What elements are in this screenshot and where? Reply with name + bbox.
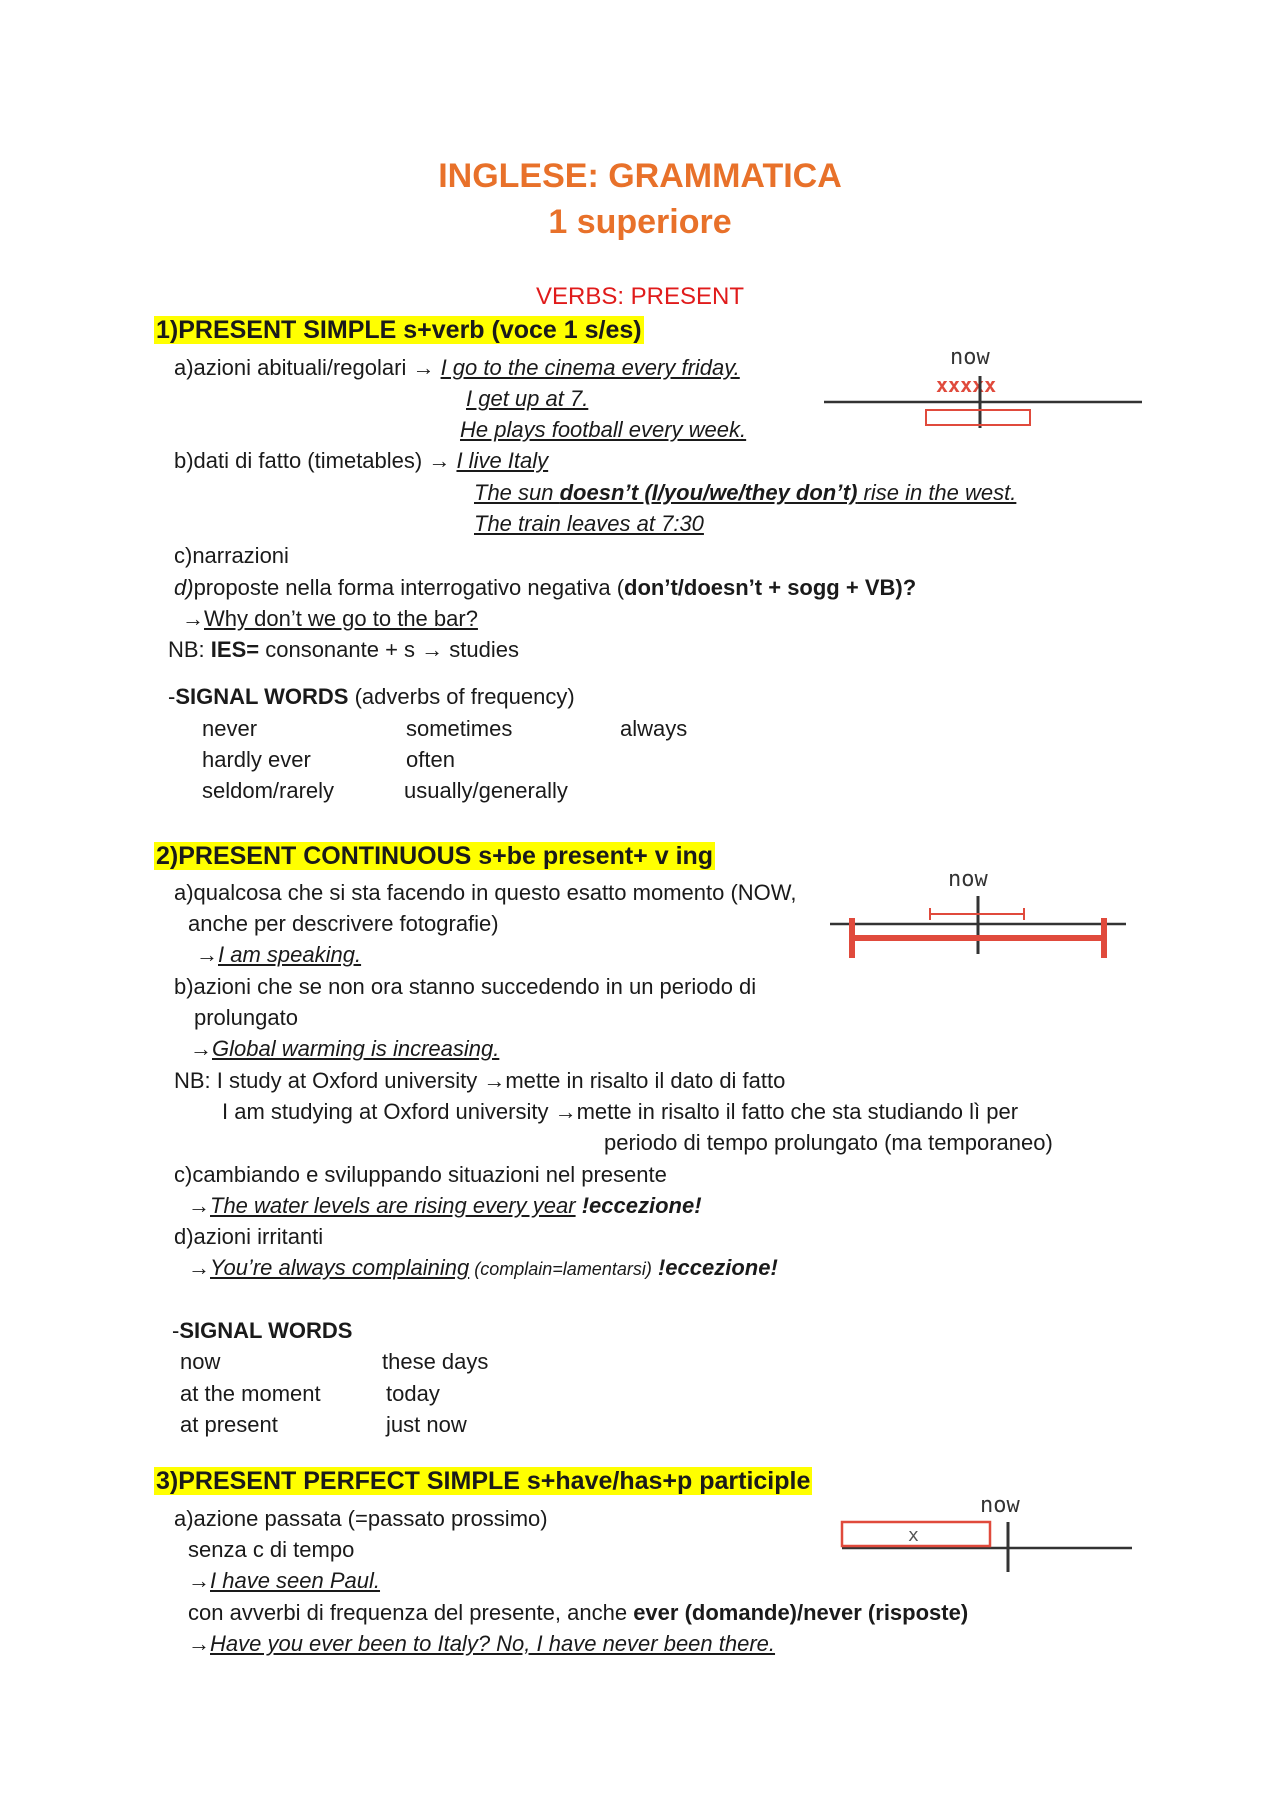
- page-subtitle: 1 superiore: [548, 203, 732, 241]
- s2-signal-words-heading: -SIGNAL WORDS: [172, 1318, 353, 1343]
- section-title: VERBS: PRESENT: [535, 283, 745, 310]
- timeline-diagram-present-perfect: [836, 1488, 1136, 1578]
- s1-signal-word: usually/generally: [404, 778, 568, 803]
- timeline-diagram-present-continuous: [826, 862, 1136, 972]
- s2-b-line-1: b)azioni che se non ora stanno succedendo in un periodo di: [174, 974, 757, 999]
- s2-signal-word: at the moment: [180, 1381, 321, 1406]
- now-label: now: [948, 867, 988, 892]
- s1-b-line: b)dati di fatto (timetables) → I live Italy: [174, 448, 549, 473]
- s2-signal-word: just now: [386, 1412, 467, 1437]
- s3-a-example: →I have seen Paul.: [188, 1568, 381, 1593]
- repetition-marks: xxxxx: [936, 373, 997, 397]
- now-label: now: [980, 1493, 1020, 1518]
- page-title: INGLESE: GRAMMATICA: [438, 157, 842, 195]
- s2-a-line-2: anche per descrivere fotografie): [188, 911, 499, 936]
- past-action-mark: x: [908, 1525, 919, 1546]
- s1-nb-line: NB: IES= consonante + s → studies: [168, 637, 519, 662]
- s2-a-line-1: a)qualcosa che si sta facendo in questo esatto momento (NOW,: [174, 880, 797, 905]
- s1-signal-word: never: [202, 716, 258, 741]
- s1-signal-word: seldom/rarely: [202, 778, 335, 803]
- s2-d-example: →You’re always complaining (complain=lamentarsi) !eccezione!: [188, 1255, 778, 1280]
- s3-a-line-2: senza c di tempo: [188, 1537, 355, 1562]
- s2-a-example: →I am speaking.: [196, 942, 362, 967]
- s1-a-example-3: He plays football every week.: [460, 417, 747, 442]
- s1-signal-word: always: [620, 716, 688, 741]
- s2-nb-line-2: I am studying at Oxford university →mette in risalto il fatto che sta studiando lì per: [222, 1099, 1019, 1124]
- s1-d-example: →Why don’t we go to the bar?: [182, 606, 478, 631]
- s2-signal-word: today: [386, 1381, 440, 1406]
- s1-a-example-2: I get up at 7.: [466, 386, 589, 411]
- s2-b-example: →Global warming is increasing.: [190, 1036, 500, 1061]
- heading-present-continuous: 2)PRESENT CONTINUOUS s+be present+ v ing: [156, 842, 714, 870]
- s3-a-line-1: a)azione passata (=passato prossimo): [174, 1506, 548, 1531]
- s2-c-line: c)cambiando e sviluppando situazioni nel presente: [174, 1162, 667, 1187]
- s2-signal-word: at present: [180, 1412, 278, 1437]
- s1-b-example-2: The sun doesn’t (I/you/we/they don’t) rise in the west.: [474, 480, 1017, 505]
- now-label: now: [950, 345, 990, 370]
- s3-a-line-3: con avverbi di frequenza del presente, anche ever (domande)/never (risposte): [188, 1600, 969, 1625]
- heading-present-simple: 1)PRESENT SIMPLE s+verb (voce 1 s/es): [156, 316, 642, 344]
- s2-nb-line-1: NB: I study at Oxford university →mette in risalto il dato di fatto: [174, 1068, 786, 1093]
- s1-c-line: c)narrazioni: [174, 543, 289, 568]
- s1-a-line: a)azioni abituali/regolari → I go to the cinema every friday.: [174, 355, 740, 380]
- s2-c-example: →The water levels are rising every year !eccezione!: [188, 1193, 702, 1218]
- s2-signal-word: these days: [382, 1349, 489, 1374]
- s1-signal-word: sometimes: [406, 716, 513, 741]
- s1-signal-word: hardly ever: [202, 747, 311, 772]
- s1-b-example-3: The train leaves at 7:30: [474, 511, 704, 536]
- s1-signal-words-heading: -SIGNAL WORDS (adverbs of frequency): [168, 684, 575, 709]
- timeline-diagram-present-simple: [820, 340, 1150, 440]
- s3-a-example-2: →Have you ever been to Italy? No, I have never been there.: [188, 1631, 776, 1656]
- s2-d-line: d)azioni irritanti: [174, 1224, 324, 1249]
- s2-nb-line-3: periodo di tempo prolungato (ma temporaneo): [604, 1130, 1053, 1155]
- s1-signal-word: often: [406, 747, 455, 772]
- heading-present-perfect: 3)PRESENT PERFECT SIMPLE s+have/has+p participle: [156, 1467, 811, 1495]
- period-box: [926, 410, 1030, 425]
- s2-signal-word: now: [180, 1349, 221, 1374]
- s2-b-line-2: prolungato: [194, 1005, 298, 1030]
- s1-d-line: d)proposte nella forma interrogativo negativa (don’t/doesn’t + sogg + VB)?: [174, 575, 917, 600]
